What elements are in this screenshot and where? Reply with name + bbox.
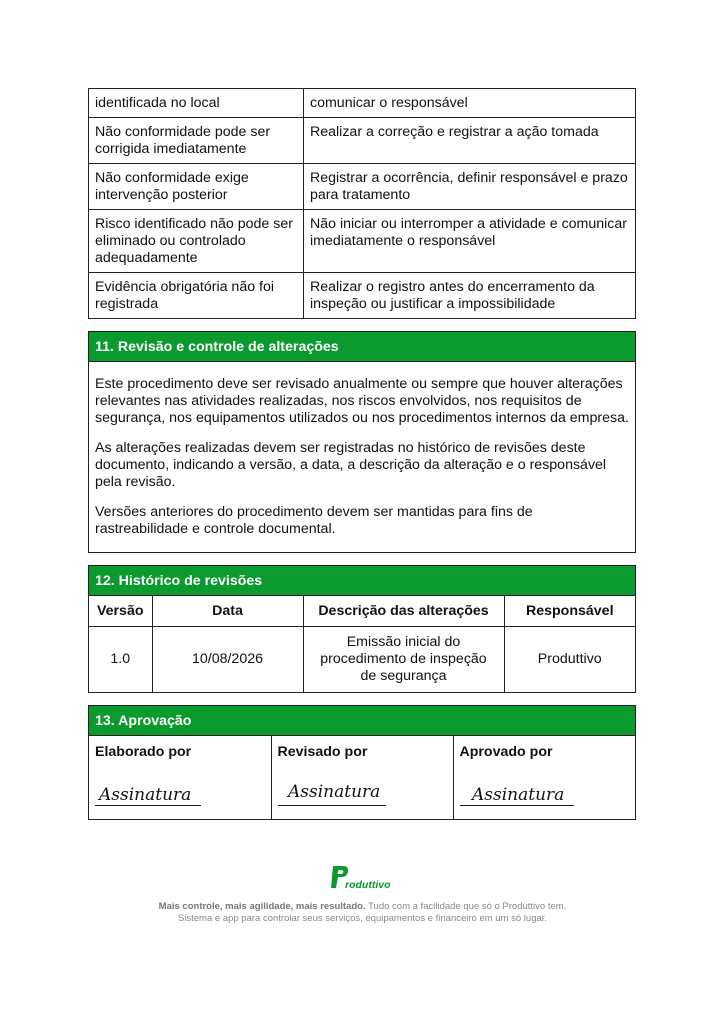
condition-cell: identificada no local: [89, 89, 304, 118]
responsible-cell: Produttivo: [504, 627, 635, 693]
condition-cell: Não conformidade exige intervenção posterior: [89, 164, 304, 210]
approval-label: Aprovado por: [459, 744, 553, 760]
table-row: [89, 164, 636, 210]
table-header-row: [89, 596, 635, 627]
approval-cell-reviewed: [271, 736, 453, 819]
section-body: [89, 362, 635, 552]
logo-mark-icon: [330, 862, 396, 892]
table-row: [89, 210, 636, 273]
svg-text:Assinatura: Assinatura: [99, 785, 192, 805]
column-header-description: Descrição das alterações: [303, 596, 504, 627]
action-cell: Registrar a ocorrência, definir responsável e prazo para tratamento: [304, 164, 636, 210]
section-revision-control: [88, 331, 636, 553]
table-row: [89, 627, 635, 693]
paragraph: Versões anteriores do procedimento devem ser mantidas para fins de rastreabilidade e controle documental.: [95, 504, 533, 537]
column-header-version: Versão: [89, 596, 152, 627]
section-title: 12. Histórico de revisões: [89, 566, 635, 596]
version-cell: 1.0: [89, 627, 152, 693]
svg-text:roduttivo: roduttivo: [344, 879, 390, 891]
signature-line: [460, 779, 574, 806]
action-cell: Não iniciar ou interromper a atividade e comunicar imediatamente o responsável: [304, 210, 636, 273]
approval-cell-approved: [453, 736, 635, 819]
table-row: [89, 118, 636, 164]
signature-image: [278, 779, 386, 807]
footer-line2: Sistema e app para controlar seus serviços, equipamentos e financeiro em um só lugar.: [177, 913, 548, 924]
table-row: [89, 89, 636, 118]
section-revision-history: [88, 565, 636, 693]
produttivo-logo: [330, 862, 396, 892]
condition-cell: Risco identificado não pode ser eliminado ou controlado adequadamente: [89, 210, 304, 273]
approval-label: Elaborado por: [95, 744, 192, 760]
conditions-table: [88, 88, 636, 319]
condition-cell: Não conformidade pode ser corrigida imediatamente: [89, 118, 304, 164]
condition-cell: Evidência obrigatória não foi registrada: [89, 273, 304, 319]
svg-text:Assinatura: Assinatura: [287, 782, 380, 802]
signature-line: [95, 779, 201, 806]
revision-history-table: [89, 596, 635, 692]
description-cell: Emissão inicial do procedimento de inspeção de segurança: [303, 627, 504, 693]
footer-tagline-rest: Tudo com a facilidade que só o Produttivo tem.: [368, 901, 567, 912]
paragraph: Este procedimento deve ser revisado anualmente ou sempre que houver alterações relevantes nas atividades realizadas, nos riscos envolvidos, nos requisitos de segurança, nos equipamentos utilizados ou nos procedimentos internos da empresa.: [95, 376, 629, 426]
date-cell: 10/08/2026: [152, 627, 303, 693]
column-header-responsible: Responsável: [504, 596, 635, 627]
approval-table: [89, 736, 635, 819]
approval-label: Revisado por: [277, 744, 368, 760]
footer-tagline: [0, 901, 725, 913]
table-row: [89, 736, 635, 819]
action-cell: comunicar o responsável: [304, 89, 636, 118]
table-row: [89, 273, 636, 319]
paragraph: As alterações realizadas devem ser registradas no histórico de revisões deste documento, indicando a versão, a data, a descrição da alteração e o responsável pela revisão.: [95, 440, 607, 490]
signature-image: [460, 779, 574, 807]
section-title: 13. Aprovação: [89, 706, 635, 736]
section-approval: [88, 705, 636, 820]
action-cell: Realizar a correção e registrar a ação tomada: [304, 118, 636, 164]
signature-image: [95, 779, 201, 807]
action-cell: Realizar o registro antes do encerramento da inspeção ou justificar a impossibilidade: [304, 273, 636, 319]
svg-text:Assinatura: Assinatura: [471, 785, 564, 805]
column-header-date: Data: [152, 596, 303, 627]
document-page: [88, 88, 636, 820]
footer: [0, 862, 725, 925]
approval-cell-elaborated: [89, 736, 271, 819]
footer-tagline-bold: Mais controle, mais agilidade, mais resultado.: [158, 901, 366, 912]
section-title: 11. Revisão e controle de alterações: [89, 332, 635, 362]
signature-line: [278, 779, 386, 806]
